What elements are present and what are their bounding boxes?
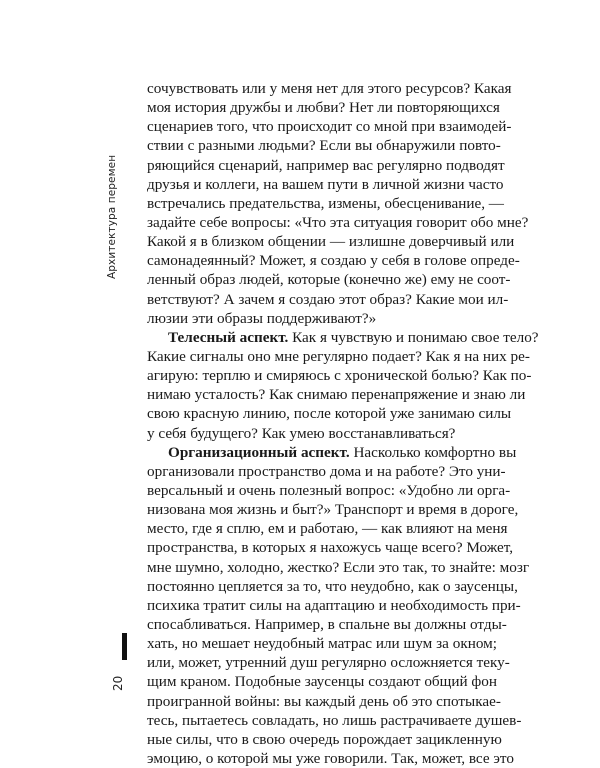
paragraph-continuation [147, 79, 529, 328]
paragraph-heading: Телесный аспект. [168, 328, 289, 346]
page-number: 20 [111, 675, 125, 691]
text-fragment: Насколько комфортно вы [349, 443, 517, 461]
text-line [147, 443, 517, 462]
text-line: или, может, утренний душ регулярно осложняется теку- [147, 654, 510, 672]
text-line: люзии эти образы поддерживают?» [147, 309, 377, 327]
text-line: проигранной войны: вы каждый день об это спотыкае- [147, 692, 501, 710]
text-line: Какой я в близком общении — излишне доверчивый или [147, 233, 515, 251]
text-line [147, 328, 539, 347]
text-line: организовали пространство дома и на работе? Это уни- [147, 462, 506, 480]
text-line: ные силы, что в свою очередь порождает зацикленную [147, 730, 502, 748]
text-line: друзья и коллеги, на вашем пути в личной жизни часто [147, 175, 504, 193]
text-line: тесь, пытаетесь совладать, но лишь растрачиваете душев- [147, 711, 522, 729]
text-line: ветствуют? А зачем я создаю этот образ? Какие мои ил- [147, 290, 509, 308]
text-line: психика тратит силы на адаптацию и необходимость при- [147, 596, 521, 614]
text-line: ленный образ людей, которые (конечно же) ему не соот- [147, 271, 511, 289]
text-line: постоянно цепляется за то, что неудобно, как о заусенцы, [147, 577, 518, 595]
text-fragment: Как я чувствую и понимаю свое тело? [288, 328, 539, 346]
text-line: у себя будущего? Как умею восстанавливаться? [147, 424, 456, 442]
text-line: ствии с разными людьми? Если вы обнаружили повто- [147, 137, 501, 155]
text-line: свою красную линию, после которой уже занимаю силы [147, 405, 512, 423]
text-line: моя история дружбы и любви? Нет ли повторяющихся [147, 99, 500, 117]
paragraph-body-aspect [147, 328, 539, 443]
text-line: место, где я сплю, ем и работаю, — как влияют на меня [147, 520, 508, 538]
text-line: сочувствовать или у меня нет для этого ресурсов? Какая [147, 80, 512, 97]
text-line: эмоцию, о которой мы уже говорили. Так, может, все это [147, 749, 514, 767]
text-line: ряющийся сценарий, например вас регулярно подводят [147, 156, 505, 174]
paragraph-organizational-aspect [147, 443, 530, 768]
body-text [147, 79, 539, 768]
text-line: мне шумно, холодно, жестко? Если это так, то знайте: мозг [147, 558, 530, 576]
text-line: спосабливаться. Например, в спальне вы должны отды- [147, 615, 507, 633]
text-line: низована моя жизнь и быт?» Транспорт и время в дороге, [147, 501, 519, 519]
text-line: версальный и очень полезный вопрос: «Удобно ли орга- [147, 481, 511, 499]
text-line: встречались предательства, измены, обесценивание, — [147, 194, 504, 212]
text-line: самонадеянный? Может, я создаю у себя в голове опреде- [147, 252, 520, 270]
paragraph-heading: Организационный аспект. [168, 443, 350, 461]
text-line: нимаю усталость? Как снимаю перенапряжение и знаю ли [147, 386, 526, 404]
text-line: Какие сигналы оно мне регулярно подает? Как я на них ре- [147, 347, 530, 365]
running-title: Архитектура перемен [106, 154, 118, 279]
text-line: агирую: терплю и смиряюсь с хронической болью? Как по- [147, 367, 532, 385]
text-line: хать, но мешает неудобный матрас или шум за окном; [147, 635, 497, 653]
page-number-rule [122, 633, 127, 660]
text-line: пространства, в которых я нахожусь чаще всего? Может, [147, 539, 514, 557]
text-line: задайте себе вопросы: «Что эта ситуация говорит обо мне? [147, 213, 529, 231]
text-line: сценариев того, что происходит со мной при взаимодей- [147, 118, 512, 136]
text-line: щим краном. Подобные заусенцы создают общий фон [147, 673, 497, 691]
